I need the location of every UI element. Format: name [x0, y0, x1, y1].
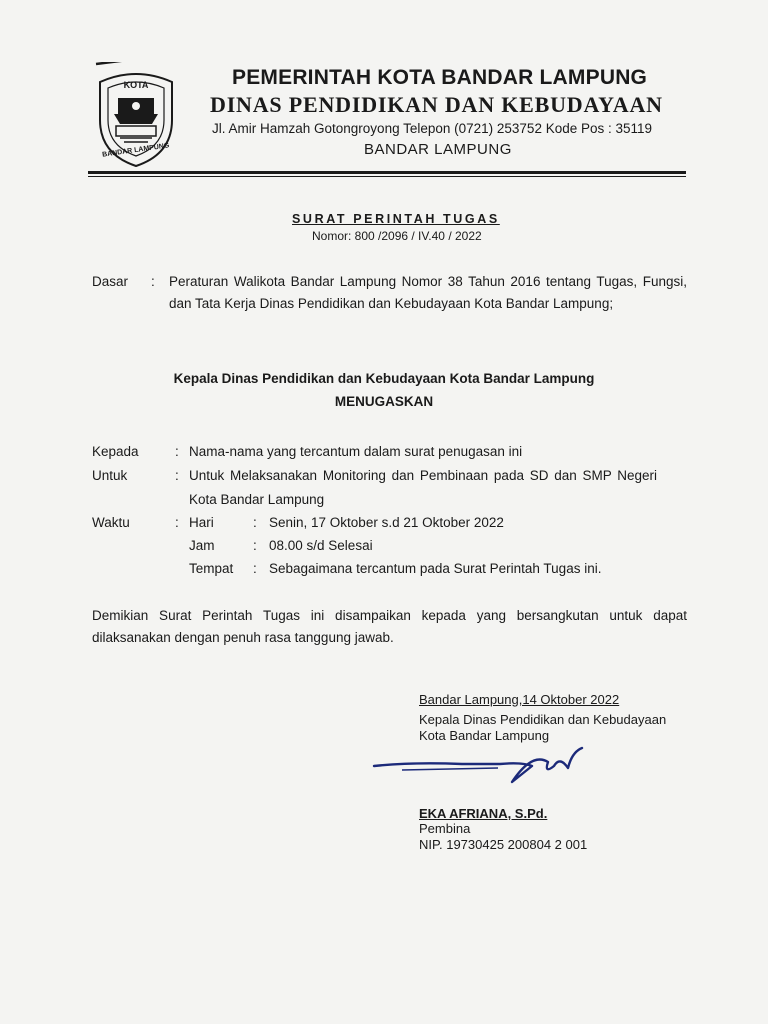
handwritten-signature	[372, 742, 592, 792]
kepada-label: Kepada	[92, 444, 139, 459]
city-emblem-logo	[92, 62, 180, 172]
jam-label: Jam	[189, 538, 215, 553]
untuk-value-line1: Untuk Melaksanakan Monitoring dan Pembinaan pada SD dan SMP Negeri	[189, 468, 658, 483]
untuk-value-line2: Kota Bandar Lampung	[189, 492, 325, 507]
logo-bottom-text: BANDAR LAMPUNG	[101, 142, 170, 159]
tempat-label: Tempat	[189, 561, 234, 576]
hari-colon: :	[253, 515, 257, 530]
hari-value: Senin, 17 Oktober s.d 21 Oktober 2022	[269, 515, 504, 530]
letterhead-government: PEMERINTAH KOTA BANDAR LAMPUNG	[232, 66, 648, 89]
dasar-colon: :	[151, 274, 155, 289]
untuk-label: Untuk	[92, 468, 128, 483]
jam-colon: :	[253, 538, 257, 553]
kepada-value: Nama-nama yang tercantum dalam surat penugasan ini	[189, 444, 523, 459]
order-heading: MENUGASKAN	[334, 394, 434, 409]
tempat-colon: :	[253, 561, 257, 576]
issuer-heading: Kepala Dinas Pendidikan dan Kebudayaan Kota Bandar Lampung	[173, 371, 595, 386]
hari-label: Hari	[189, 515, 214, 530]
signature-position-line2: Kota Bandar Lampung	[419, 728, 550, 743]
waktu-colon: :	[175, 515, 179, 530]
signatory-nip: NIP. 19730425 200804 2 001	[419, 837, 588, 852]
document-title: SURAT PERINTAH TUGAS	[292, 212, 500, 226]
jam-value: 08.00 s/d Selesai	[269, 538, 373, 553]
letterhead-divider-thick	[88, 171, 686, 174]
tempat-value: Sebagaimana tercantum pada Surat Perintah Tugas ini.	[269, 561, 602, 576]
signature-position-line1: Kepala Dinas Pendidikan dan Kebudayaan	[419, 712, 667, 727]
closing-paragraph: Demikian Surat Perintah Tugas ini disampaikan kepada yang bersangkutan untuk dapat dilaksanakan dengan penuh rasa tanggung jawab.	[92, 608, 687, 645]
document-number: Nomor: 800 /2096 / IV.40 / 2022	[312, 229, 482, 243]
letterhead-city: BANDAR LAMPUNG	[364, 141, 512, 158]
dasar-label: Dasar	[92, 274, 129, 289]
dasar-text: Peraturan Walikota Bandar Lampung Nomor 38 Tahun 2016 tentang Tugas, Fungsi, dan Tata Kerja Dinas Pendidikan dan Kebudayaan Kota Bandar Lampung;	[169, 274, 687, 311]
signature-place-date: Bandar Lampung,14 Oktober 2022	[419, 692, 620, 707]
logo-top-text: KOTA	[123, 80, 149, 90]
letterhead-address: Jl. Amir Hamzah Gotongroyong Telepon (0721) 253752 Kode Pos : 35119	[212, 121, 653, 136]
letterhead-agency: DINAS PENDIDIKAN DAN KEBUDAYAAN	[210, 92, 663, 117]
untuk-colon: :	[175, 468, 179, 483]
kepada-colon: :	[175, 444, 179, 459]
waktu-label: Waktu	[92, 515, 130, 530]
signatory-name: EKA AFRIANA, S.Pd.	[419, 806, 548, 821]
signatory-rank: Pembina	[419, 821, 471, 836]
letterhead-divider-thin	[88, 176, 686, 177]
